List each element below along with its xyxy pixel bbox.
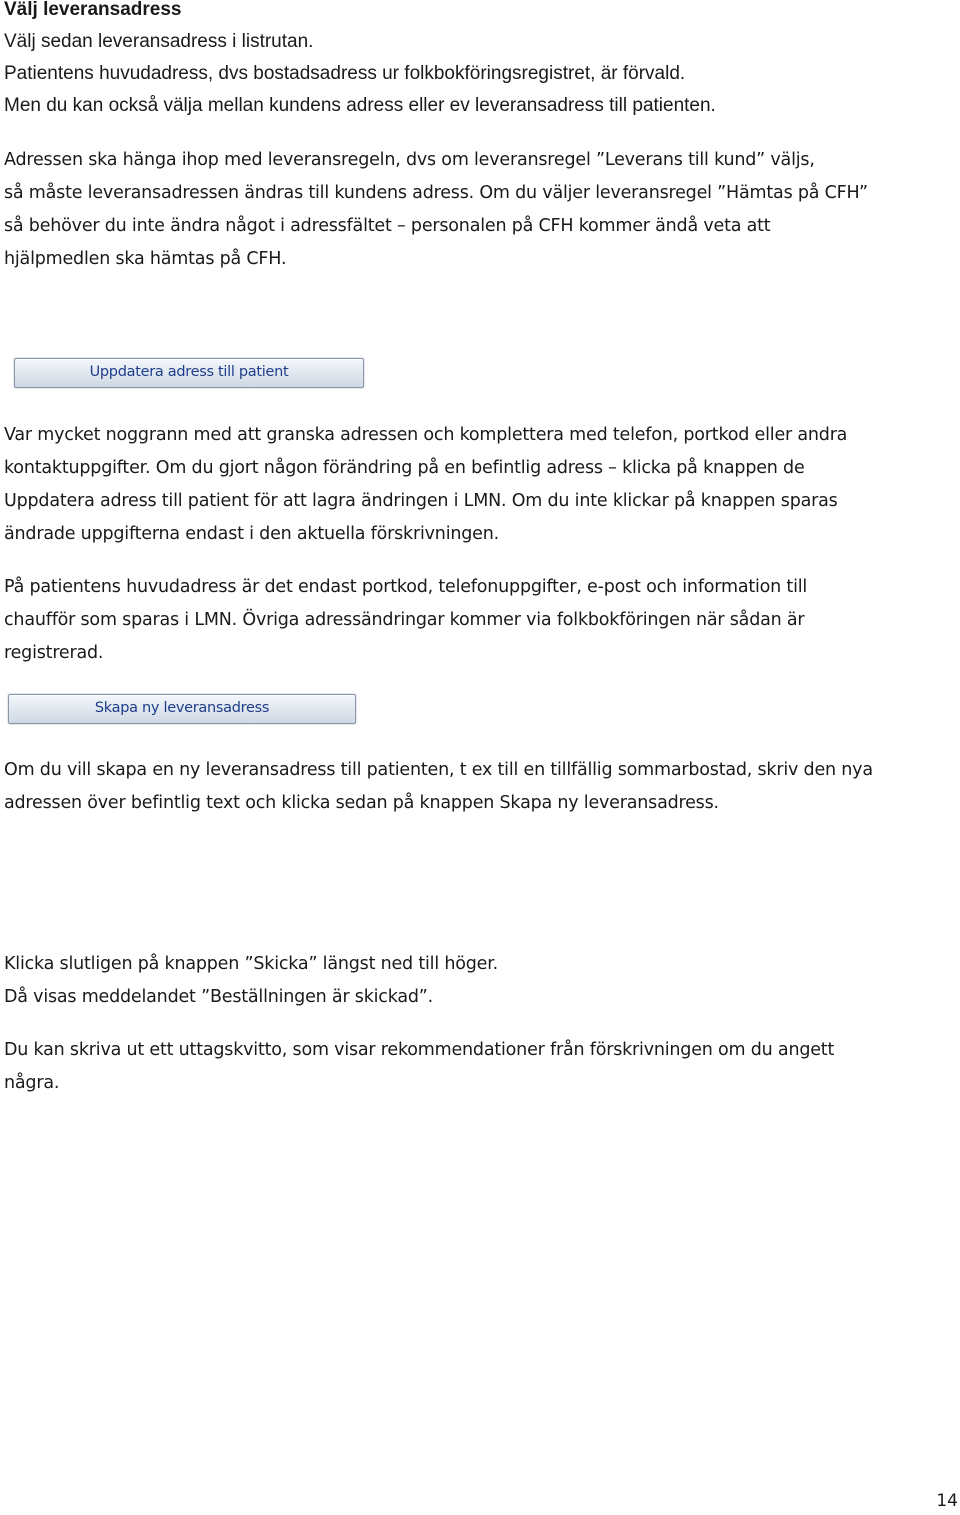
paragraph-line: Då visas meddelandet ”Beställningen är skickad”. bbox=[4, 987, 434, 1007]
intro-line: Välj sedan leveransadress i listrutan. bbox=[4, 31, 314, 52]
create-delivery-address-button[interactable] bbox=[8, 694, 356, 724]
paragraph-line: Var mycket noggrann med att granska adressen och komplettera med telefon, portkod eller andra bbox=[4, 425, 848, 445]
check-address-paragraph bbox=[4, 419, 954, 551]
paragraph-line: Du kan skriva ut ett uttagskvitto, som visar rekommendationer från förskrivningen om du angett bbox=[4, 1040, 835, 1060]
create-delivery-address-button-label: Skapa ny leveransadress bbox=[94, 700, 270, 716]
update-address-button[interactable] bbox=[14, 358, 364, 388]
paragraph-line: så behöver du inte ändra något i adressfältet – personalen på CFH kommer ändå veta att bbox=[4, 216, 771, 236]
paragraph-line: adressen över befintlig text och klicka sedan på knappen Skapa ny leveransadress. bbox=[4, 793, 719, 813]
paragraph-line: Adressen ska hänga ihop med leveransregeln, dvs om leveransregel ”Leverans till kund” väljs, bbox=[4, 150, 815, 170]
main-address-paragraph bbox=[4, 571, 954, 670]
paragraph-line: några. bbox=[4, 1073, 60, 1093]
receipt-paragraph bbox=[4, 1034, 954, 1100]
paragraph-line: kontaktuppgifter. Om du gjort någon förändring på en befintlig adress – klicka på knappen de bbox=[4, 458, 805, 478]
intro-section bbox=[4, 0, 954, 122]
paragraph-line: Klicka slutligen på knappen ”Skicka” längst ned till höger. bbox=[4, 954, 498, 974]
paragraph-line: Uppdatera adress till patient för att lagra ändringen i LMN. Om du inte klickar på knappen sparas bbox=[4, 491, 838, 511]
paragraph-line: så måste leveransadressen ändras till kundens adress. Om du väljer leveransregel ”Hämtas på CFH” bbox=[4, 183, 868, 203]
send-paragraph bbox=[4, 948, 954, 1014]
new-address-paragraph bbox=[4, 754, 954, 820]
paragraph-line: Om du vill skapa en ny leveransadress till patienten, t ex till en tillfällig sommarbostad, skriv den nya bbox=[4, 760, 873, 780]
intro-line: Men du kan också välja mellan kundens adress eller ev leveransadress till patienten. bbox=[4, 95, 716, 116]
section-heading: Välj leveransadress bbox=[4, 0, 182, 20]
paragraph-line: chaufför som sparas i LMN. Övriga adressändringar kommer via folkbokföringen när sådan är bbox=[4, 610, 805, 630]
paragraph-line: På patientens huvudadress är det endast portkod, telefonuppgifter, e-post och information till bbox=[4, 577, 808, 597]
update-address-button-label: Uppdatera adress till patient bbox=[89, 364, 289, 380]
page-number: 14 bbox=[936, 1491, 958, 1511]
paragraph-line: registrerad. bbox=[4, 643, 104, 663]
paragraph-line: ändrade uppgifterna endast i den aktuella förskrivningen. bbox=[4, 524, 499, 544]
paragraph-line: hjälpmedlen ska hämtas på CFH. bbox=[4, 249, 287, 269]
delivery-rule-paragraph bbox=[4, 144, 954, 276]
intro-line: Patientens huvudadress, dvs bostadsadress ur folkbokföringsregistret, är förvald. bbox=[4, 63, 686, 84]
